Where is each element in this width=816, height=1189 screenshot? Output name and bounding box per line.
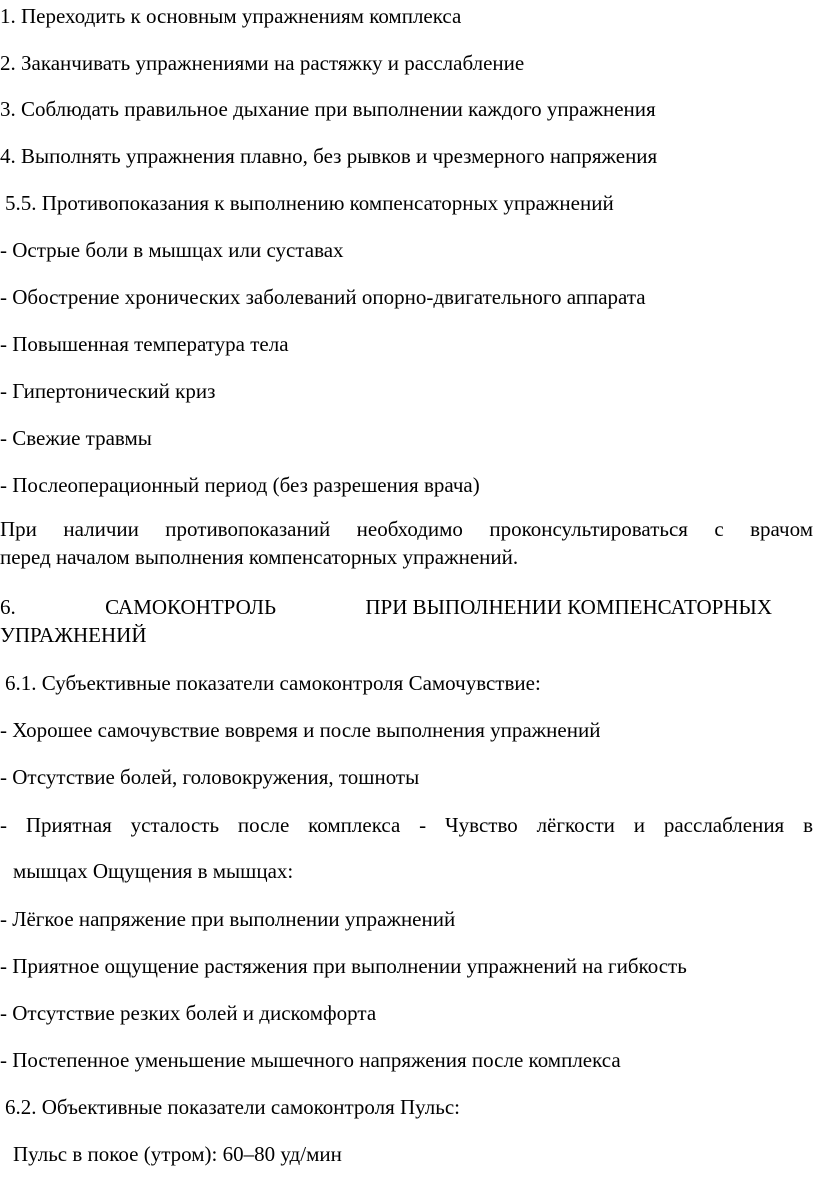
list-item-4: 4. Выполнять упражнения плавно, без рывков и чрезмерного напряжения (0, 144, 658, 168)
muscle-item-4: - Постепенное уменьшение мышечного напряжения после комплекса (0, 1048, 621, 1072)
heading-number: 6. (0, 595, 16, 619)
wellbeing-item-1: - Хорошее самочувствие вовремя и после выполнения упражнений (0, 718, 601, 742)
muscle-item-2: - Приятное ощущение растяжения при выполнении упражнений на гибкость (0, 954, 687, 978)
pulse-rest-line: Пульс в покое (утром): 60–80 уд/мин (13, 1142, 342, 1166)
muscle-item-3: - Отсутствие резких болей и дискомфорта (0, 1001, 377, 1025)
list-item-3: 3. Соблюдать правильное дыхание при выполнении каждого упражнения (0, 97, 656, 121)
wellbeing-item-3: - Приятная усталость после комплекса - Чувство лёгкости и расслабления в (0, 813, 813, 837)
heading-rest: ПРИ ВЫПОЛНЕНИИ КОМПЕНСАТОРНЫХ (365, 595, 772, 619)
paragraph-line-1: При наличии противопоказаний необходимо проконсультироваться с врачом (0, 517, 813, 541)
contraindication-5: - Свежие травмы (0, 426, 152, 450)
section-heading-6 (0, 594, 772, 620)
section-heading-6-2: 6.2. Объективные показатели самоконтроля Пульс: (5, 1095, 460, 1119)
contraindication-6: - Послеоперационный период (без разрешения врача) (0, 473, 480, 497)
wellbeing-item-3-cont: мышцах Ощущения в мышцах: (13, 859, 294, 883)
contraindication-2: - Обострение хронических заболеваний опорно-двигательного аппарата (0, 285, 646, 309)
paragraph-line-2: перед началом выполнения компенсаторных упражнений. (0, 545, 519, 569)
heading-word: САМОКОНТРОЛЬ (105, 595, 277, 619)
contraindication-1: - Острые боли в мышцах или суставах (0, 238, 344, 262)
section-heading-6-cont: УПРАЖНЕНИЙ (0, 623, 147, 647)
wellbeing-item-2: - Отсутствие болей, головокружения, тошноты (0, 765, 420, 789)
muscle-item-1: - Лёгкое напряжение при выполнении упражнений (0, 907, 456, 931)
contraindication-4: - Гипертонический криз (0, 379, 216, 403)
contraindication-3: - Повышенная температура тела (0, 332, 289, 356)
section-heading-6-1: 6.1. Субъективные показатели самоконтроля Самочувствие: (5, 671, 541, 695)
list-item-1: 1. Переходить к основным упражнениям комплекса (0, 4, 462, 28)
section-heading-5-5: 5.5. Противопоказания к выполнению компенсаторных упражнений (5, 191, 614, 215)
list-item-2: 2. Заканчивать упражнениями на растяжку и расслабление (0, 51, 525, 75)
